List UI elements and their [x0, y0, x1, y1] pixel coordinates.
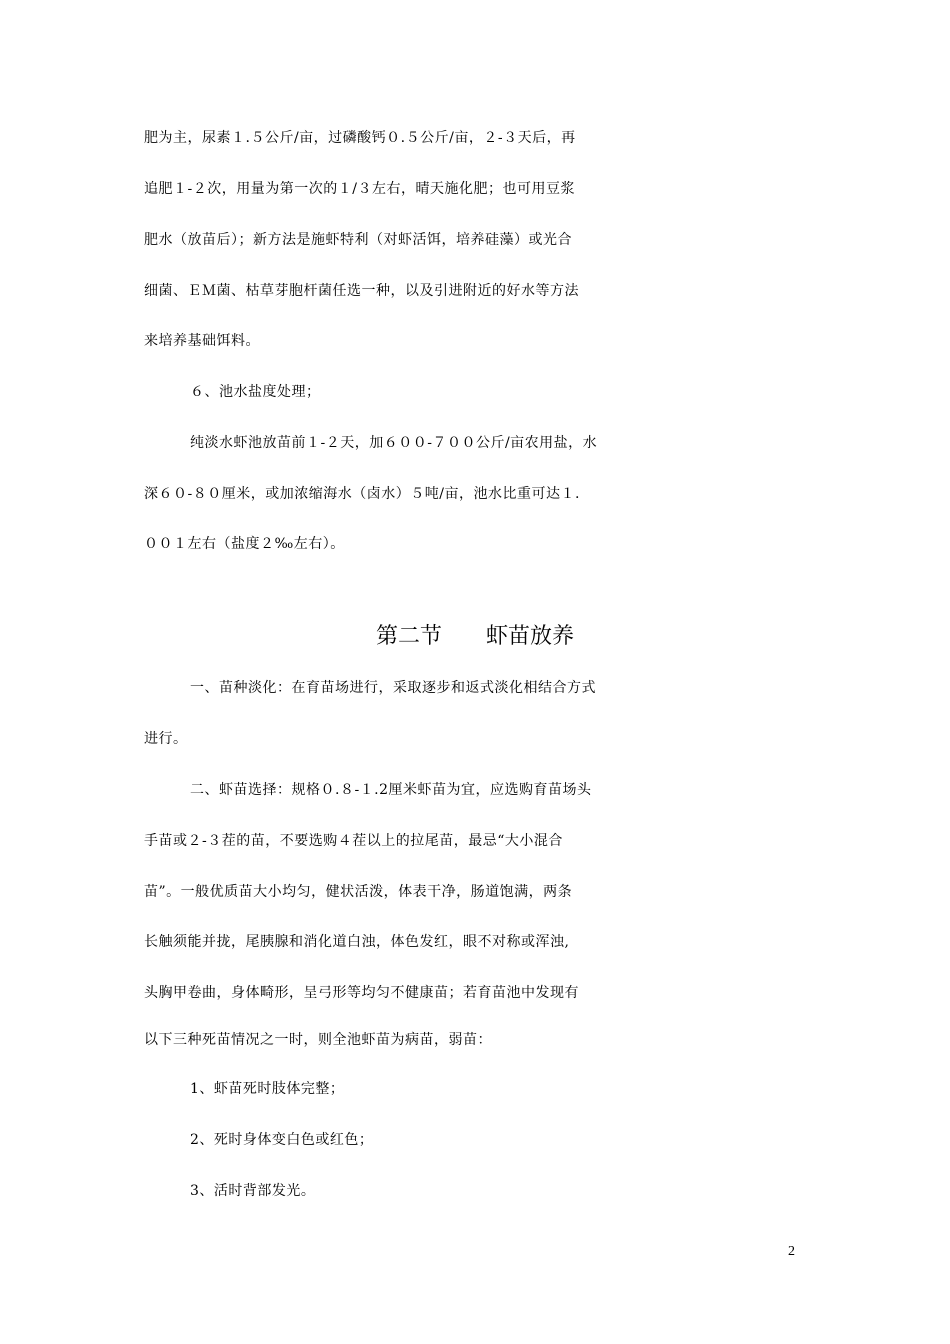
- paragraph-line: 二、虾苗选择：规格０.８-１.2厘米虾苗为宜，应选购育苗场头: [190, 782, 592, 798]
- list-item: 2、死时身体变白色或红色；: [190, 1132, 374, 1148]
- item-heading: ６、池水盐度处理；: [190, 384, 321, 400]
- paragraph-line: 肥为主，尿素１.５公斤/亩，过磷酸钙０.５公斤/亩，２-３天后，再: [144, 130, 576, 146]
- paragraph-line: 纯淡水虾池放苗前１-２天，加６００-７００公斤/亩农用盐，水: [190, 435, 598, 451]
- paragraph-line: ００１左右（盐度２‰左右）。: [144, 536, 345, 552]
- paragraph-line: 追肥１-２次，用量为第一次的１/３左右，晴天施化肥；也可用豆浆: [144, 181, 575, 197]
- paragraph-line: 一、苗种淡化：在育苗场进行，采取逐步和返式淡化相结合方式: [190, 680, 596, 696]
- list-item: 1、虾苗死时肢体完整；: [190, 1081, 345, 1097]
- paragraph-line: 深６０-８０厘米，或加浓缩海水（卤水）５吨/亩，池水比重可达１.: [144, 486, 580, 502]
- section-title: 第二节 虾苗放养: [375, 624, 574, 649]
- paragraph-line: 头胸甲卷曲，身体畸形，呈弓形等均匀不健康苗；若育苗池中发现有: [144, 985, 579, 1001]
- paragraph-line: 肥水（放苗后）；新方法是施虾特利（对虾活饵，培养硅藻）或光合: [144, 232, 572, 248]
- paragraph-line: 以下三种死苗情况之一时，则全池虾苗为病苗，弱苗：: [144, 1032, 492, 1048]
- paragraph-line: 苗”。一般优质苗大小均匀，健状活泼，体表干净，肠道饱满，两条: [144, 884, 573, 900]
- page-number: 2: [788, 1244, 795, 1259]
- paragraph-line: 长触须能并拢，尾胰腺和消化道白浊，体色发红，眼不对称或浑浊,: [144, 934, 570, 950]
- paragraph-line: 手苗或２-３茬的苗，不要选购４茬以上的拉尾苗，最忌“大小混合: [144, 833, 563, 849]
- paragraph-line: 进行。: [144, 731, 188, 747]
- paragraph-line: 细菌、ＥＭ菌、枯草芽胞杆菌任选一种，以及引进附近的好水等方法: [144, 283, 579, 299]
- paragraph-line: 来培养基础饵料。: [144, 333, 260, 349]
- list-item: 3、活时背部发光。: [190, 1183, 316, 1199]
